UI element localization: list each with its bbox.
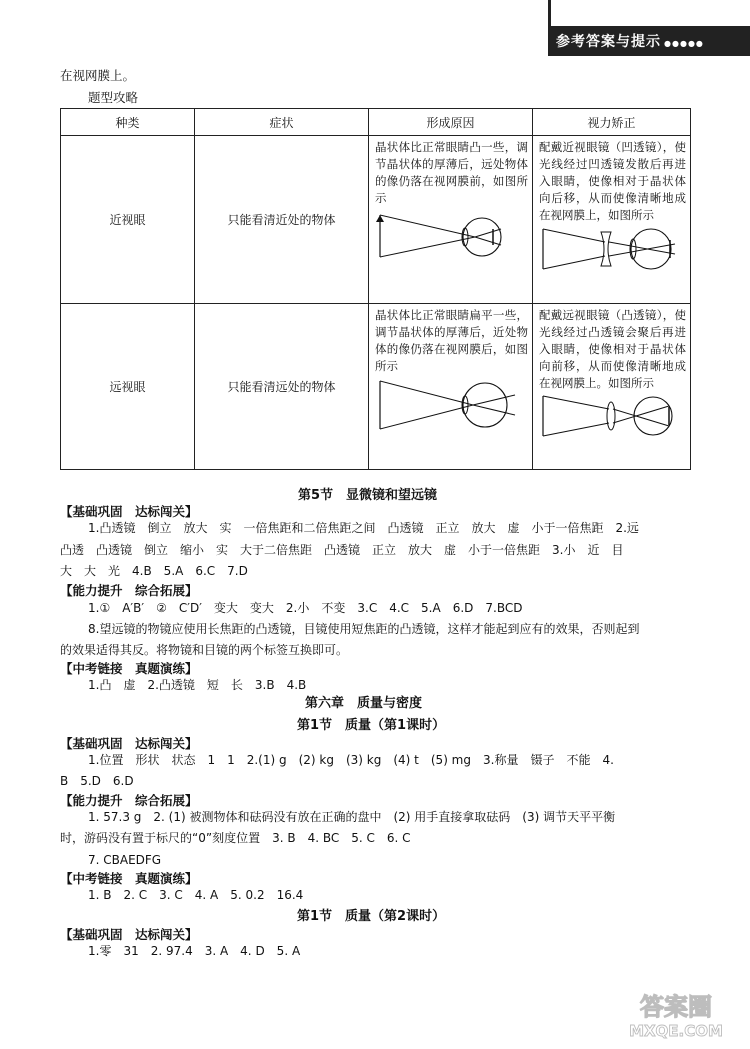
myopia-correction-diagram (539, 224, 685, 274)
vision-table (60, 108, 691, 470)
cause-text: 晶状体比正常眼睛扁平一些，调节晶状体的厚薄后，近处物体的像仍落在视网膜后，如图所示 (375, 308, 528, 373)
sec5-ability-line-2: 8.望远镜的物镜应使用长焦距的凸透镜，目镜使用短焦距的凸透镜，这样才能起到应有的效果，否则起到 (88, 622, 640, 636)
ch6-basic-line-1: 1.位置 形状 状态 1 1 2.(1) g (2) kg (3) kg (4) t (5) mg 3.称量 镊子 不能 4. (88, 753, 614, 767)
correction-text: 配戴远视眼镜（凸透镜），使光线经过凸透镜会聚后再进入眼睛，使像相对于晶状体向前移，从而使像清晰地成在视网膜上。如图所示 (539, 308, 686, 390)
table-header-kind: 种类 (61, 109, 195, 136)
sec5-ability-line-1: 1.① A′B′ ② C′D′ 变大 变大 2.小 不变 3.C 4.C 5.A 6.D 7.BCD (88, 601, 523, 615)
watermark-logo (610, 989, 742, 1041)
hyperopia-eye-diagram (375, 375, 523, 435)
header-dots: ●●●●● (664, 39, 704, 48)
sec5-exam-label: 【中考链接 真题演练】 (60, 661, 198, 676)
hyperopia-correction-diagram (539, 392, 685, 440)
ch6-s1a-title: 第1节 质量（第1课时） (297, 718, 446, 733)
table-cell-correction (533, 304, 691, 470)
sec5-basic-line-2: 凸透 凸透镜 倒立 缩小 实 大于二倍焦距 凸透镜 正立 放大 虚 小于一倍焦距 3.小 近 目 (60, 543, 624, 557)
table-header-symptom: 症状 (195, 109, 369, 136)
watermark-text-en: MXQE.COM (629, 1022, 723, 1040)
table-cell-kind: 远视眼 (61, 304, 195, 470)
table-cell-symptom: 只能看清远处的物体 (195, 304, 369, 470)
table-cell-symptom: 只能看清近处的物体 (195, 136, 369, 304)
table-cell-kind: 近视眼 (61, 136, 195, 304)
correction-text: 配戴近视眼镜（凹透镜），使光线经过凹透镜发散后再进入眼睛，使像相对于晶状体向后移，从而使像清晰地成在视网膜上，如图所示 (539, 140, 686, 222)
chapter-6-title: 第六章 质量与密度 (305, 696, 423, 711)
sec5-ability-label: 【能力提升 综合拓展】 (60, 583, 198, 598)
header-divider (548, 0, 551, 56)
ch6-basic2-label: 【基础巩固 达标闯关】 (60, 927, 198, 942)
table-header-cause: 形成原因 (369, 109, 533, 136)
myopia-eye-diagram (375, 207, 523, 265)
intro-line: 在视网膜上。 (60, 68, 136, 83)
cause-text: 晶状体比正常眼睛凸一些，调节晶状体的厚薄后，远处物体的像仍落在视网膜前，如图所示 (375, 140, 528, 205)
table-cell-cause (369, 136, 533, 304)
sec5-basic-line-3: 大 大 光 4.B 5.A 6.C 7.D (60, 564, 248, 578)
strategy-label: 题型攻略 (88, 90, 139, 105)
ch6-ability-label: 【能力提升 综合拓展】 (60, 793, 198, 808)
header-title-text: 参考答案与提示 (556, 34, 661, 50)
sec5-basic-label: 【基础巩固 达标闯关】 (60, 504, 198, 519)
header-title (556, 31, 704, 51)
section-5-title: 第5节 显微镜和望远镜 (298, 488, 438, 503)
ch6-basic2-line-1: 1.零 31 2. 97.4 3. A 4. D 5. A (88, 944, 301, 958)
ch6-ability-line-3: 7. CBAEDFG (88, 853, 162, 867)
ch6-exam-line-1: 1. B 2. C 3. C 4. A 5. 0.2 16.4 (88, 888, 304, 902)
ch6-ability-line-1: 1. 57.3 g 2. (1) 被测物体和砝码没有放在正确的盘中 (2) 用手直接拿取砝码 (3) 调节天平平衡 (88, 810, 616, 824)
table-row-myopia (61, 136, 691, 304)
ch6-exam-label: 【中考链接 真题演练】 (60, 871, 198, 886)
sec5-basic-line-1: 1.凸透镜 倒立 放大 实 一倍焦距和二倍焦距之间 凸透镜 正立 放大 虚 小于一倍焦距 2.远 (88, 521, 639, 535)
table-cell-correction (533, 136, 691, 304)
sec5-exam-line-1: 1.凸 虚 2.凸透镜 短 长 3.B 4.B (88, 678, 307, 692)
table-cell-cause (369, 304, 533, 470)
ch6-ability-line-2: 时，游码没有置于标尺的“0”刻度位置 3. B 4. BC 5. C 6. C (60, 831, 411, 845)
sec5-ability-line-3: 的效果适得其反。将物镜和目镜的两个标签互换即可。 (60, 643, 349, 657)
watermark-text-cn: 答案圈 (640, 993, 712, 1021)
ch6-basic-label: 【基础巩固 达标闯关】 (60, 736, 198, 751)
table-header-correction: 视力矫正 (533, 109, 691, 136)
ch6-basic-line-2: B 5.D 6.D (60, 774, 134, 788)
table-header-row (61, 109, 691, 136)
table-row-hyperopia (61, 304, 691, 470)
running-header (548, 0, 750, 56)
ch6-s1b-title: 第1节 质量（第2课时） (297, 909, 446, 924)
